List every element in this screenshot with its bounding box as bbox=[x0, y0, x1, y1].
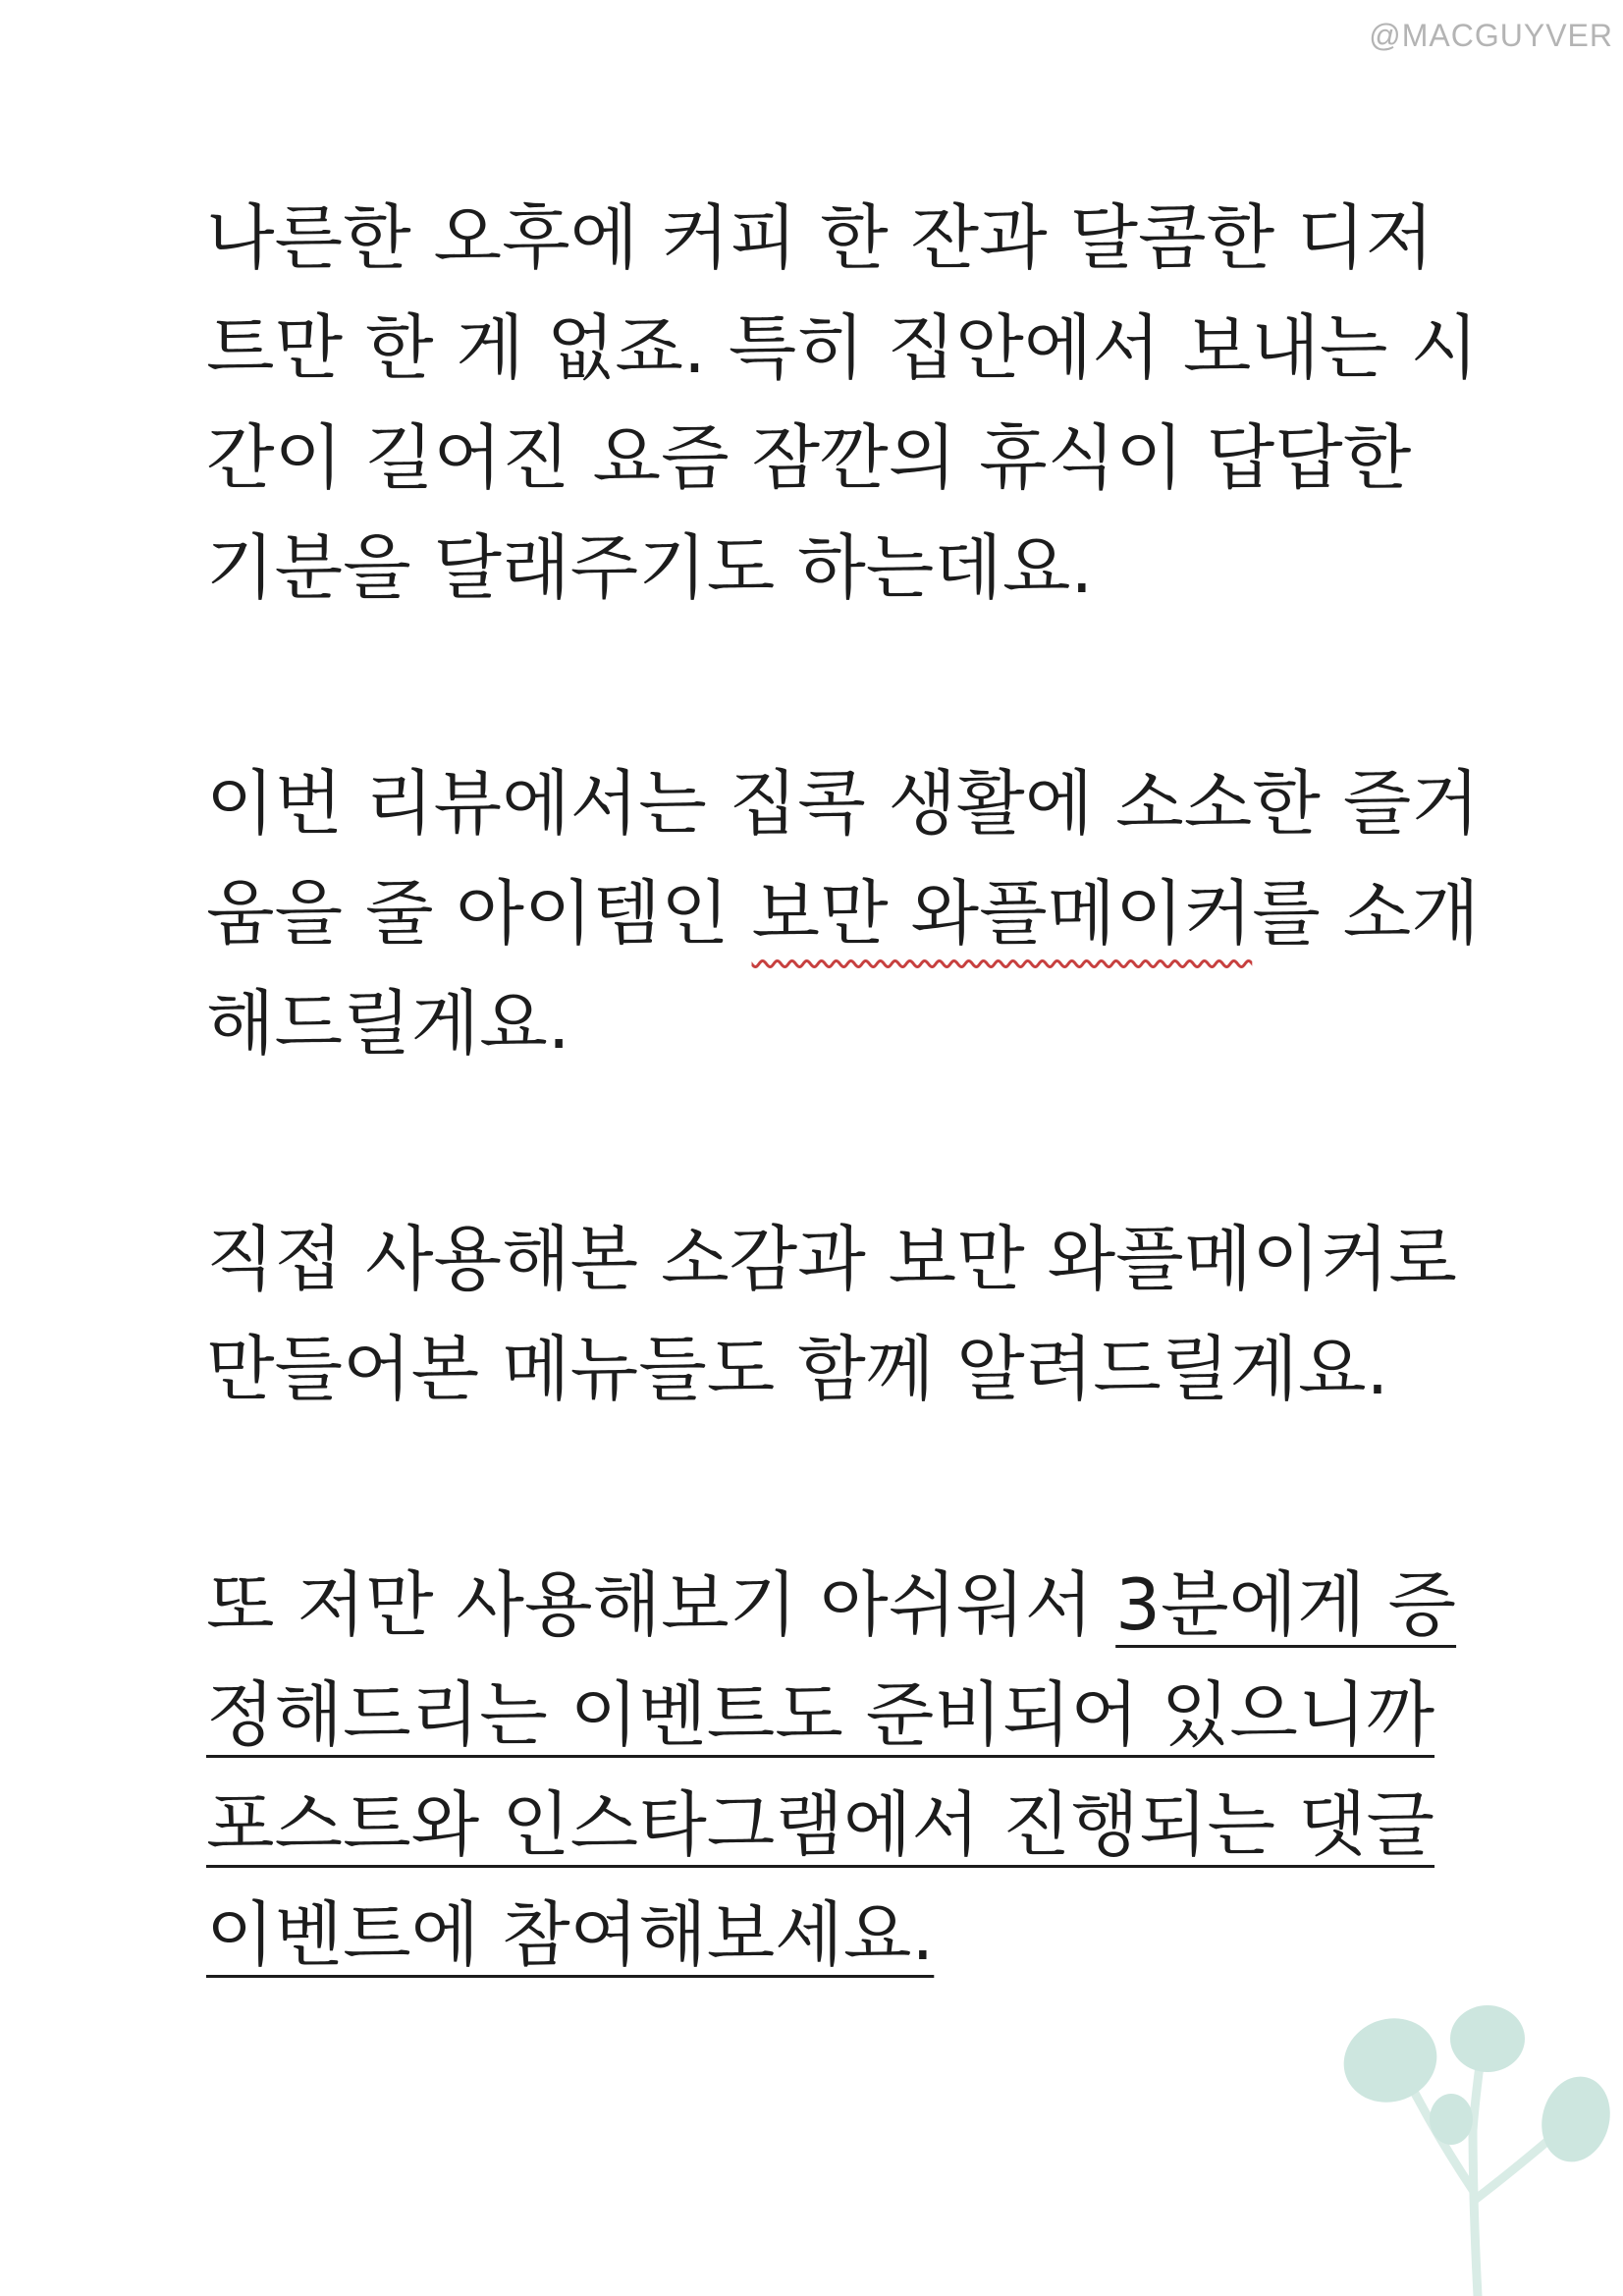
event-underlined-text: 정해드리는 이벤트도 준비되어 있으니까 bbox=[206, 1673, 1435, 1756]
leaf bbox=[1450, 2005, 1525, 2072]
text-line bbox=[206, 1770, 1443, 1880]
paragraph-review-intro bbox=[206, 748, 1480, 1078]
product-name-highlight: 보만 와플메이커 bbox=[751, 872, 1253, 955]
text-segment: 를 소개 bbox=[1252, 872, 1480, 955]
paragraph-intro bbox=[206, 183, 1479, 623]
text-line: 직접 사용해본 소감과 보만 와플메이커로 bbox=[206, 1218, 1457, 1300]
leaf bbox=[1430, 2094, 1473, 2145]
text-line bbox=[206, 1550, 1457, 1660]
event-underlined-text: 포스트와 인스타그램에서 진행되는 댓글 bbox=[206, 1783, 1435, 1866]
text-segment: 또 저만 사용해보기 아쉬워서 bbox=[206, 1563, 1116, 1646]
text-line: 만들어본 메뉴들도 함께 알려드릴게요. bbox=[206, 1328, 1389, 1410]
plant-sprig-icon bbox=[1335, 2003, 1610, 2296]
text-line: 트만 한 게 없죠. 특히 집안에서 보내는 시 bbox=[206, 306, 1479, 389]
leaf bbox=[1335, 2005, 1448, 2115]
text-segment: 움을 줄 아이템인 bbox=[206, 872, 752, 955]
event-underlined-text: 이벤트에 참여해보세요. bbox=[206, 1893, 935, 1976]
leaf bbox=[1533, 2069, 1610, 2170]
text-line: 나른한 오후에 커피 한 잔과 달콤한 디저 bbox=[206, 196, 1434, 279]
text-line: 간이 길어진 요즘 잠깐의 휴식이 답답한 bbox=[206, 416, 1412, 499]
text-line bbox=[206, 1660, 1443, 1770]
text-line: 이번 리뷰에서는 집콕 생활에 소소한 즐거 bbox=[206, 762, 1480, 845]
paragraph-event bbox=[206, 1550, 1457, 1990]
text-line bbox=[206, 1880, 1443, 1990]
paragraph-menu bbox=[206, 1204, 1457, 1424]
main-stem bbox=[1473, 2121, 1478, 2296]
text-line: 해드릴게요. bbox=[206, 982, 570, 1065]
plant-stems bbox=[1404, 2043, 1571, 2296]
article-body bbox=[206, 183, 1480, 2115]
event-underlined-text: 3분에게 증 bbox=[1115, 1563, 1457, 1646]
watermark: @MACGUYVER bbox=[1369, 18, 1613, 53]
text-line bbox=[206, 858, 1480, 968]
text-line: 기분을 달래주기도 하는데요. bbox=[206, 526, 1094, 609]
